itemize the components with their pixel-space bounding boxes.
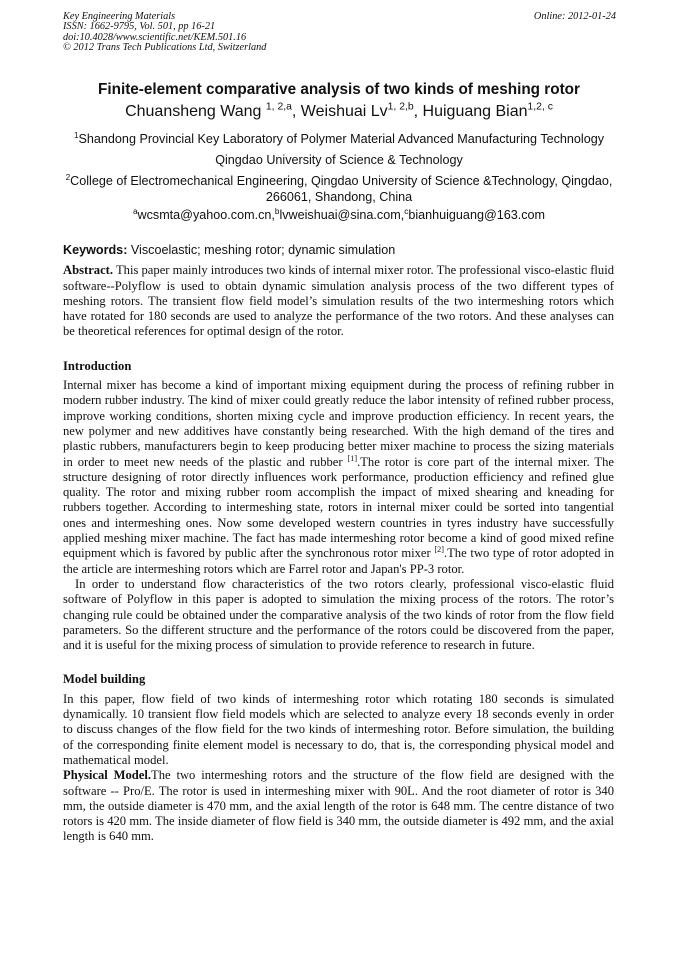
author-name: Weishuai Lv (300, 103, 388, 120)
aff-text: College of Electromechanical Engineering, Qingdao University of Science &Technology, Qingdao, 266061, Shandong, China (70, 174, 613, 204)
keywords (63, 243, 614, 258)
abstract (63, 263, 614, 339)
email-link[interactable]: bianhuiguang@163.com (408, 208, 546, 222)
physical-model-label: Physical Model. (63, 768, 152, 783)
emails (40, 207, 638, 223)
abstract-text: This paper mainly introduces two kinds of internal mixer rotor. The professional visco-elastic fluid software--Polyflow is used to obtain dynamic simulation analysis process of the two different types of meshing rotors. The transient flow field model’s simulation results of the two intermeshing rotors which have rotated for 180 seconds are used to analyze the performance of the two rotors. And these analyses can be theoretical references for optimal design of the rotor. (63, 263, 614, 339)
author-sup: 1,2, c (527, 101, 553, 113)
citation[interactable]: [1] (347, 453, 358, 463)
model-paragraph-2 (63, 768, 614, 844)
paper-title: Finite-element comparative analysis of two kinds of meshing rotor (98, 81, 580, 98)
aff-sup: 1 (73, 130, 79, 140)
author-name: Chuansheng Wang (125, 103, 266, 120)
text: .The rotor is core part of the internal mixer. The structure designing of rotor directly influences work performance, production efficiency and refined glue quality. The rotor and mixing rubber room accomplish the impact of mixed shearing and kneading for rubbers together. According to intermeshing state, rotors in internal mixer could be sorted into tangential ones and intermeshing ones. Now some developed western countries in tyres industry have successfully applied meshing mixer machine. The fact has made intermeshing rotor become a kind of good mixed refine equipment which is favored by public after the synchronous rotor mixer (63, 454, 614, 561)
email-link[interactable]: lvweishuai@sina.com, (279, 208, 405, 222)
intro-paragraph-1 (63, 378, 614, 577)
citation[interactable]: [2] (434, 545, 444, 555)
section-heading-introduction: Introduction (63, 358, 132, 373)
affiliation-2 (58, 173, 620, 205)
online-date: Online: 2012-01-24 (533, 11, 616, 22)
intro-paragraph-2: In order to understand flow characteristics of the two rotors clearly, professional visco-elastic fluid software of Polyflow in this paper is adopted to simulation the mixing process of the rotors. The rotor’s changing rule could be obtained under the comparative analysis of the two kinds of rotor from the flow field parameters. So the different structure and the performance of the rotors could be discovered from the paper, and it is useful for the mixing process of simulation to provide reference to research in future. (63, 576, 614, 653)
copyright: © 2012 Trans Tech Publications Ltd, Switzerland (63, 42, 267, 54)
email-link[interactable]: wcsmta@yahoo.com.cn, (137, 208, 275, 222)
journal-header (63, 12, 616, 54)
author-sup: 1, 2,b (387, 101, 414, 113)
aff-sup: 2 (65, 172, 71, 182)
email-sup: c (404, 206, 409, 216)
text: .The two type of rotor adopted in the article are intermeshing rotors which are Farrel rotor and Japan's PP-3 rotor. (63, 546, 614, 576)
affiliation-1-line2: Qingdao University of Science & Technology (215, 153, 463, 167)
email-sup: a (132, 206, 138, 216)
keywords-label: Keywords: (63, 243, 128, 257)
issn: ISSN: 1662-9795, Vol. 501, pp 16-21 (63, 21, 216, 33)
keywords-text: Viscoelastic; meshing rotor; dynamic simulation (127, 243, 396, 257)
text: Internal mixer has become a kind of important mixing equipment during the process of refining rubber in modern rubber industry. The kind of mixer could greatly reduce the labor intensity of refined rubber process, improve working conditions, shorten mixing cycle and improve production efficiency. In recent years, the new polymer and new additives have constantly being researched. With the high demand of the tires and plastic rubbers, manufacturers begin to keep producing better mixer machine to process the sizing materials in order to meet new needs of the plastic and rubber (63, 378, 614, 469)
affiliation-1 (40, 131, 638, 147)
authors: Chuansheng Wang $^{1, 2,a}$, Weishuai Lv$^{1, 2,b}$, Huiguang Bian$^{1,2, c}$ (125, 101, 553, 120)
abstract-label: Abstract. (63, 263, 114, 278)
journal-name: Key Engineering Materials (63, 11, 176, 22)
model-paragraph-1: In this paper, flow field of two kinds of intermeshing rotor which rotating 180 seconds is simulated dynamically. 10 transient flow field models which are selected to analyze every 18 seconds evenly in order to discuss changes of the flow field for the two kinds of intermeshing rotor. Before simulation, the building of the corresponding finite element model is necessary to do, that is, the corresponding physical model and mathematical model. (63, 691, 614, 767)
author-name: Huiguang Bian (422, 103, 528, 120)
author-sup: 1, 2,a (265, 101, 292, 113)
paper-body (63, 243, 614, 845)
aff-text: Shandong Provincial Key Laboratory of Polymer Material Advanced Manufacturing Technology (78, 132, 605, 146)
text: The two intermeshing rotors and the structure of the flow field are designed with the software -- Pro/E. The rotor is used in intermeshing mixer with 90L. And the root diameter of rotor is 340 mm, the outside diameter is 470 mm, and the axial length of the rotor is 648 mm. The centre distance of two rotors is 420 mm. The inside diameter of flow field is 340 mm, the outside diameter is 492 mm, and the axial length is 640 mm. (63, 768, 614, 844)
doi: doi:10.4028/www.scientific.net/KEM.501.16 (63, 31, 247, 43)
email-sup: b (274, 206, 280, 216)
section-heading-model-building: Model building (63, 672, 146, 687)
